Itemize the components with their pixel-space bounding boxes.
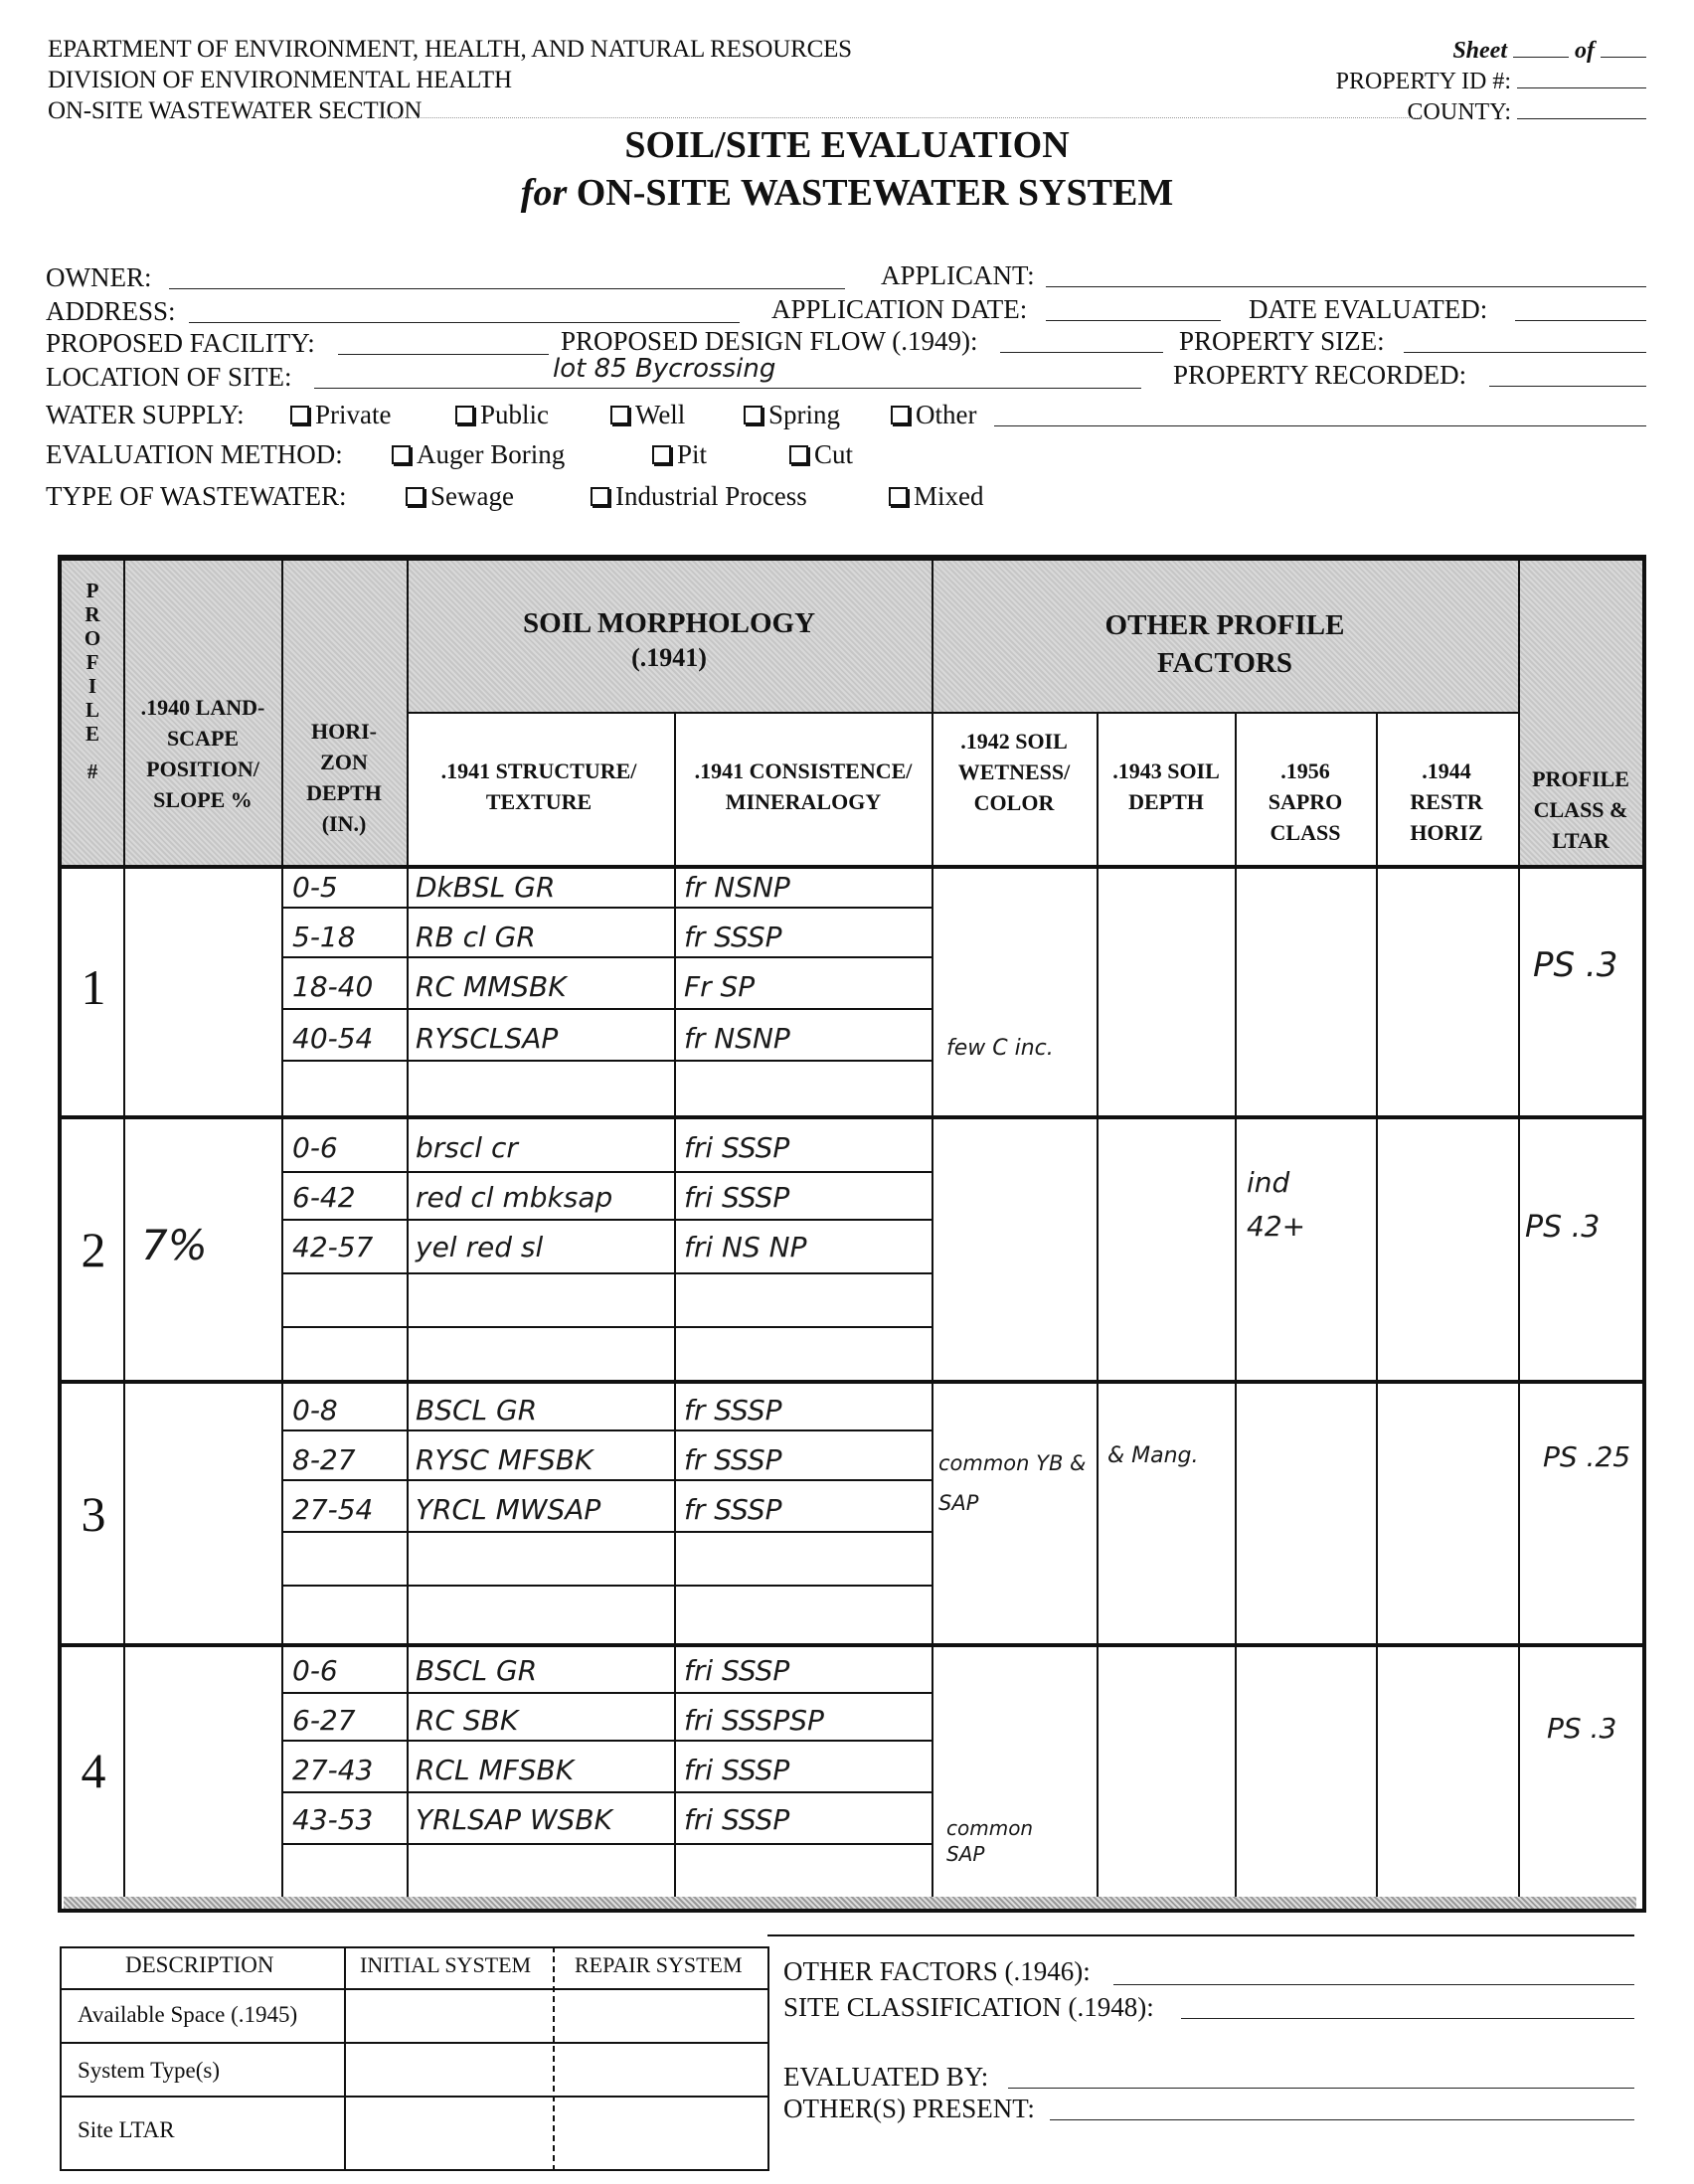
- wastewater-mixed-checkbox[interactable]: Mixed: [889, 481, 984, 512]
- section-name: ON-SITE WASTEWATER SECTION: [48, 97, 423, 124]
- profile-2-number: 2: [81, 1222, 106, 1277]
- system-type-repair-cell[interactable]: [555, 2044, 765, 2094]
- soil-morphology-code: (.1941): [631, 643, 707, 672]
- water-other-field[interactable]: [994, 425, 1646, 426]
- profile-class-header: PROFILE CLASS & LTAR: [1532, 766, 1629, 853]
- profile-4-texture-1: BSCL GR: [416, 1654, 538, 1687]
- address-field[interactable]: [189, 322, 740, 323]
- profile-2-depth-1: 0-6: [292, 1131, 338, 1164]
- table-footer-band: [64, 1897, 1636, 1909]
- wastewater-industrial-checkbox[interactable]: Industrial Process: [591, 481, 807, 512]
- water-spring-checkbox[interactable]: Spring: [744, 400, 840, 430]
- location-value: lot 85 Bycrossing: [553, 354, 776, 384]
- agency-block: [48, 34, 852, 126]
- profile-1-depth-3: 18-40: [292, 970, 374, 1003]
- profile-4-depth-4: 43-53: [292, 1803, 374, 1836]
- profile-4-class: PS .3: [1547, 1712, 1617, 1745]
- water-well-checkbox[interactable]: Well: [610, 400, 685, 430]
- evaluated-by-field[interactable]: [1008, 2088, 1634, 2089]
- profile-2-sapro: ind 42+: [1247, 1166, 1306, 1243]
- profile-2-class: PS .3: [1525, 1210, 1601, 1245]
- profile-1-consistence-3: Fr SP: [684, 970, 756, 1003]
- profile-4-wetness: common SAP: [946, 1816, 1034, 1866]
- system-types-label: System Type(s): [78, 2058, 220, 2083]
- profile-1-texture-4: RYSCLSAP: [416, 1022, 559, 1055]
- site-classification-field[interactable]: [1181, 2018, 1634, 2019]
- profile-2-consistence-2: fri SSSP: [684, 1181, 790, 1214]
- profile-4-consistence-4: fri SSSP: [684, 1803, 790, 1836]
- wastewater-sewage-checkbox[interactable]: Sewage: [406, 481, 514, 512]
- initial-system-header: INITIAL SYSTEM: [360, 1952, 532, 1977]
- division-name: DIVISION OF ENVIRONMENTAL HEALTH: [48, 67, 512, 93]
- profile-2-consistence-1: fri SSSP: [684, 1131, 790, 1164]
- profile-2-depth-3: 42-57: [292, 1231, 374, 1263]
- profile-4-texture-3: RCL MFSBK: [416, 1754, 575, 1786]
- applicant-label: APPLICANT:: [881, 260, 1035, 290]
- profile-1-depth-4: 40-54: [292, 1022, 374, 1055]
- structure-texture-header: .1941 STRUCTURE/ TEXTURE: [440, 758, 637, 814]
- design-flow-field[interactable]: [1000, 352, 1163, 353]
- proposed-facility-field[interactable]: [338, 354, 549, 355]
- evaluation-method-label: EVALUATION METHOD:: [46, 439, 343, 469]
- profile-3-number: 3: [81, 1486, 106, 1542]
- soil-wetness-header: .1942 SOIL WETNESS/ COLOR: [957, 729, 1071, 815]
- profile-1-consistence-1: fr NSNP: [684, 871, 790, 904]
- profile-2-depth-2: 6-42: [292, 1181, 356, 1214]
- profile-4-texture-4: YRLSAP WSBK: [416, 1803, 612, 1836]
- date-evaluated-field[interactable]: [1515, 320, 1646, 321]
- application-date-label: APPLICATION DATE:: [771, 294, 1028, 324]
- applicant-field[interactable]: [1046, 286, 1646, 287]
- form-title: SOIL/SITE EVALUATION: [624, 124, 1070, 166]
- other-factors-field[interactable]: [1113, 1984, 1634, 1985]
- profile-2-texture-1: brscl cr: [416, 1131, 518, 1164]
- profile-4-consistence-1: fri SSSP: [684, 1654, 790, 1687]
- profile-1-consistence-2: fr SSSP: [684, 921, 782, 953]
- site-ltar-initial-cell[interactable]: [346, 2098, 551, 2167]
- profile-4-depth-1: 0-6: [292, 1654, 338, 1687]
- profile-2-texture-3: yel red sl: [416, 1231, 544, 1263]
- profile-3-class: PS .25: [1543, 1440, 1631, 1473]
- profile-3-depth-1: 0-8: [292, 1394, 338, 1427]
- design-flow-label: PROPOSED DESIGN FLOW (.1949):: [561, 326, 978, 356]
- water-private-checkbox[interactable]: Private: [290, 400, 391, 430]
- system-type-initial-cell[interactable]: [346, 2044, 551, 2094]
- eval-auger-checkbox[interactable]: Auger Boring: [392, 439, 565, 470]
- profile-3-texture-1: BSCL GR: [416, 1394, 538, 1427]
- profile-3-texture-3: YRCL MWSAP: [416, 1493, 601, 1526]
- profile-2-texture-2: red cl mbksap: [416, 1181, 613, 1214]
- eval-cut-checkbox[interactable]: Cut: [789, 439, 853, 470]
- profile-3-texture-2: RYSC MFSBK: [416, 1443, 593, 1476]
- profile-3-consistence-1: fr SSSP: [684, 1394, 782, 1427]
- profile-3-depth-3: 27-54: [292, 1493, 374, 1526]
- others-present-field[interactable]: [1050, 2119, 1634, 2120]
- restr-horiz-header: .1944 RESTR HORIZ: [1410, 758, 1483, 845]
- description-header: DESCRIPTION: [125, 1952, 274, 1977]
- profile-3-consistence-2: fr SSSP: [684, 1443, 782, 1476]
- profile-4-depth-2: 6-27: [292, 1704, 356, 1737]
- date-evaluated-label: DATE EVALUATED:: [1249, 294, 1488, 324]
- profile-number-header: P R O F I L E #: [84, 579, 101, 783]
- site-classification-label: SITE CLASSIFICATION (.1948):: [783, 1992, 1154, 2022]
- property-size-field[interactable]: [1404, 352, 1646, 353]
- available-space-label: Available Space (.1945): [78, 2002, 298, 2027]
- form-subtitle: for ON-SITE WASTEWATER SYSTEM: [520, 172, 1174, 214]
- evaluated-by-label: EVALUATED BY:: [783, 2062, 989, 2092]
- profile-4-depth-3: 27-43: [292, 1754, 374, 1786]
- profile-3-depth-2: 8-27: [292, 1443, 356, 1476]
- profile-1-class: PS .3: [1533, 945, 1618, 985]
- of-label: of: [1575, 38, 1595, 64]
- sheet-block: [1336, 36, 1646, 128]
- profile-4-texture-2: RC SBK: [416, 1704, 519, 1737]
- property-recorded-field[interactable]: [1489, 386, 1646, 387]
- profile-1-wetness: few C inc.: [946, 1036, 1054, 1061]
- landscape-header: .1940 LAND- SCAPE POSITION/ SLOPE %: [140, 695, 265, 812]
- profile-1-depth-1: 0-5: [292, 871, 338, 904]
- property-id-label: PROPERTY ID #:: [1335, 69, 1511, 94]
- profile-1-number: 1: [81, 959, 106, 1015]
- property-size-label: PROPERTY SIZE:: [1179, 326, 1385, 356]
- county-field[interactable]: [1517, 118, 1646, 119]
- profile-3-consistence-3: fr SSSP: [684, 1493, 782, 1526]
- profile-4-consistence-2: fri SSSPSP: [684, 1704, 824, 1737]
- proposed-facility-label: PROPOSED FACILITY:: [46, 328, 315, 358]
- header-rule: [378, 117, 1422, 118]
- owner-label: OWNER:: [46, 262, 152, 292]
- available-space-repair-cell[interactable]: [555, 1990, 765, 2040]
- profile-3-wetness: common YB & SAP: [938, 1451, 1087, 1515]
- profile-1-depth-2: 5-18: [292, 921, 356, 953]
- soil-evaluation-table: [58, 555, 1646, 1913]
- site-ltar-label: Site LTAR: [78, 2117, 175, 2142]
- profile-1-texture-3: RC MMSBK: [416, 970, 567, 1003]
- eval-pit-checkbox[interactable]: Pit: [652, 439, 707, 470]
- horizon-depth-header: HORI- ZON DEPTH (IN.): [306, 719, 382, 836]
- other-profile-factors-header: OTHER PROFILE FACTORS: [1104, 609, 1345, 679]
- sapro-class-header: .1956 SAPRO CLASS: [1268, 758, 1343, 845]
- location-label: LOCATION OF SITE:: [46, 362, 292, 392]
- other-factors-label: OTHER FACTORS (.1946):: [783, 1956, 1091, 1986]
- profile-3-soil-depth: & Mang.: [1107, 1443, 1199, 1468]
- profile-4-consistence-3: fri SSSP: [684, 1754, 790, 1786]
- available-space-initial-cell[interactable]: [346, 1990, 551, 2040]
- address-label: ADDRESS:: [46, 296, 176, 326]
- site-ltar-repair-cell[interactable]: [555, 2098, 765, 2167]
- system-table: [60, 1946, 769, 2171]
- property-id-field[interactable]: [1517, 87, 1646, 88]
- owner-field[interactable]: [169, 288, 845, 289]
- profile-2-consistence-3: fri NS NP: [684, 1231, 807, 1263]
- property-recorded-label: PROPERTY RECORDED:: [1173, 360, 1467, 390]
- repair-system-header: REPAIR SYSTEM: [575, 1952, 743, 1977]
- wastewater-type-label: TYPE OF WASTEWATER:: [46, 481, 347, 511]
- location-field[interactable]: [314, 388, 1141, 389]
- profile-4-number: 4: [81, 1743, 106, 1798]
- profile-1-consistence-4: fr NSNP: [684, 1022, 790, 1055]
- county-label: COUNTY:: [1407, 99, 1511, 125]
- consistence-header: .1941 CONSISTENCE/ MINERALOGY: [694, 758, 913, 814]
- profile-1-texture-1: DkBSL GR: [416, 871, 556, 904]
- soil-morphology-header: SOIL MORPHOLOGY: [522, 607, 816, 639]
- sheet-label: Sheet: [1452, 38, 1507, 64]
- water-public-checkbox[interactable]: Public: [455, 400, 549, 430]
- soil-depth-header: .1943 SOIL DEPTH: [1112, 758, 1220, 814]
- water-supply-label: WATER SUPPLY:: [46, 400, 245, 429]
- application-date-field[interactable]: [1046, 320, 1221, 321]
- profile-1-texture-2: RB cl GR: [416, 921, 536, 953]
- water-other-checkbox[interactable]: Other: [891, 400, 976, 430]
- profile-2-slope: 7%: [141, 1221, 208, 1269]
- department-name: EPARTMENT OF ENVIRONMENT, HEALTH, AND NATURAL RESOURCES: [48, 36, 852, 63]
- others-present-label: OTHER(S) PRESENT:: [783, 2094, 1035, 2123]
